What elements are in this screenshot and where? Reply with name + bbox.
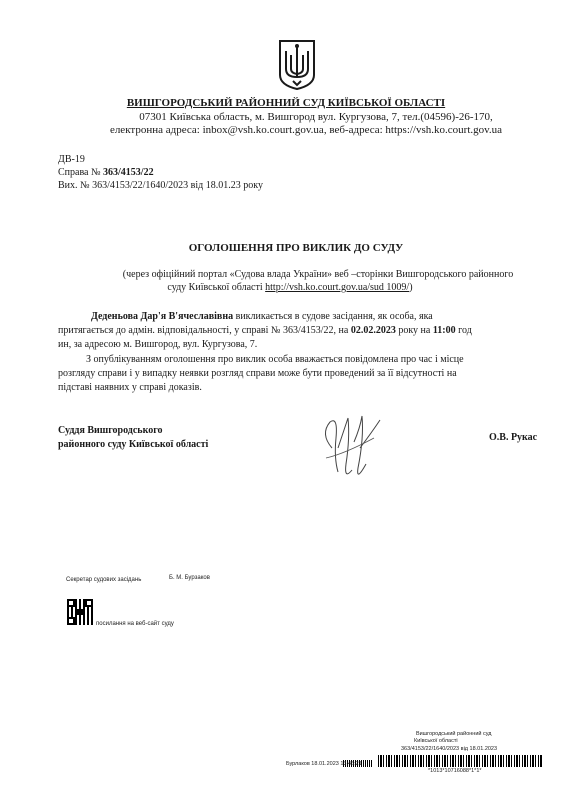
body-line1-rest: викликається в судове засідання, як особа, яка — [233, 311, 433, 322]
stamp-reference: 363/4153/22/1640/2023 від 18.01.2023 — [401, 746, 498, 752]
body-para2-line1: З опублікуванням оголошення про виклик особа вважається повідомлена про час і місце — [86, 354, 464, 365]
handwritten-signature — [314, 408, 394, 488]
subtitle-suffix: ) — [409, 282, 413, 293]
hearing-date: 02.02.2023 — [350, 325, 396, 336]
body-line2-start: притягається до адмін. відповідальності, у справі № 363/4153/22, на — [58, 325, 351, 336]
stamp-court-name: Вишгородський районний суд — [416, 731, 492, 737]
body-line2 — [58, 324, 472, 337]
judge-name: О.В. Рукас — [489, 432, 538, 443]
body-para2-line2: розгляду справи і у випадку неявки розгляд справи може бути проведений за її відсутності на — [58, 368, 457, 379]
qr-caption: посилання на веб-сайт суду — [96, 621, 174, 627]
qr-code[interactable] — [67, 599, 93, 625]
form-code: ДВ-19 — [58, 154, 85, 165]
case-prefix: Справа № — [58, 167, 104, 178]
hearing-time: 11:00 — [432, 325, 456, 336]
subtitle-prefix: суду Київської області — [167, 282, 266, 293]
court-name: ВИШГОРОДСЬКИЙ РАЙОННИЙ СУД КИЇВСЬКОЇ ОБЛАСТІ — [126, 97, 446, 109]
person-name: Деденьова Дар'я В'ячеславівна — [91, 311, 234, 322]
barcode — [378, 755, 542, 767]
court-website-link[interactable]: http://vsh.ko.court.gov.ua/sud 1009/ — [265, 282, 410, 293]
case-reference — [58, 166, 154, 179]
body-para2-line3: підставі наявних у справі доказів. — [58, 382, 202, 393]
notice-subtitle-line1: (через офіційний портал «Судова влада України» веб –сторінки Вишгородського районного — [122, 269, 514, 280]
court-contacts: електронна адреса: inbox@vsh.ko.court.gov.ua, веб-адреса: https://vsh.ko.court.gov.ua — [109, 124, 503, 136]
body-line2-mid: року на — [395, 325, 433, 336]
secretary-label: Секретар судових засідань — [66, 577, 142, 583]
judge-title-line2: районного суду Київської області — [58, 439, 209, 450]
body-line3: ин, за адресою м. Вишгород, вул. Кургузова, 7. — [58, 339, 258, 350]
stamp-region: Київської області — [414, 738, 458, 744]
barcode-text: *1013*10716088*1*1* — [428, 768, 482, 774]
stamp-user: Бурлаков 18.01.2023 13:46:21 — [286, 761, 362, 767]
notice-subtitle-line2 — [4, 281, 572, 294]
body-line1 — [91, 310, 433, 323]
case-number: 363/4153/22 — [103, 167, 154, 178]
body-line2-end: год — [455, 325, 472, 336]
judge-title-line1: Суддя Вишгородського — [58, 425, 163, 436]
secretary-name: Б. М. Бурзаков — [169, 575, 210, 581]
outgoing-number: Вих. № 363/4153/22/1640/2023 від 18.01.23 року — [58, 180, 263, 191]
coat-of-arms-icon — [277, 39, 317, 91]
court-address: 07301 Київська область, м. Вишгород вул. Кургузова, 7, тел.(04596)-26-170, — [139, 111, 493, 123]
notice-title: ОГОЛОШЕННЯ ПРО ВИКЛИК ДО СУДУ — [188, 242, 404, 254]
